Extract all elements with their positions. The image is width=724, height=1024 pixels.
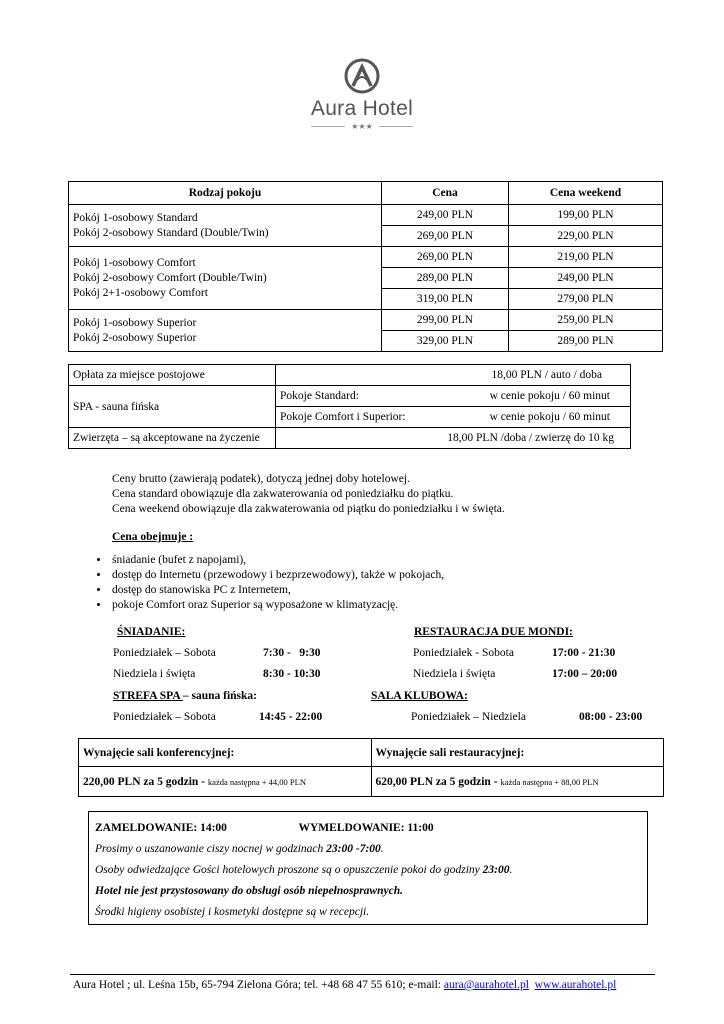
room-name: Pokój 1-osobowy Comfort — [73, 256, 196, 269]
weekend-price-cell: 219,00 PLN — [509, 247, 663, 268]
breakfast-row2-time: 8:30 - 10:30 — [263, 668, 321, 680]
price-cell: 299,00 PLN — [382, 310, 509, 331]
club-hours-label: Poniedziałek – Niedziela — [411, 711, 526, 723]
price-cell: 269,00 PLN — [382, 247, 509, 268]
conference-hall-title: Wynajęcie sali konferencyjnej: — [79, 739, 372, 767]
club-hours-time: 08:00 - 23:00 — [579, 711, 643, 723]
footer — [73, 979, 658, 991]
checkin-times — [95, 818, 641, 839]
parking-value: 18,00 PLN / auto / doba — [276, 365, 631, 386]
weekend-price-cell: 199,00 PLN — [509, 205, 663, 226]
spa-standard-row — [276, 386, 631, 407]
conference-price-extra: każda następna + 44,00 PLN — [207, 776, 306, 787]
weekend-price-cell: 289,00 PLN — [509, 331, 663, 352]
includes-title: Cena obejmuje : — [112, 531, 194, 543]
quiet-hours-text: Prosimy o uszanowanie ciszy nocnej w godzinach — [95, 843, 327, 855]
footer-address: Aura Hotel ; ul. Leśna 15b, 65-794 Zielona Góra; tel. +48 68 47 55 610; e-mail: — [73, 979, 444, 991]
restaurant-price-extra: każda następna + 88,00 PLN — [500, 776, 599, 787]
pets-value: 18,00 PLN /doba / zwierzę do 10 kg — [276, 428, 631, 449]
note-line: Cena standard obowiązuje dla zakwaterowania od poniedziałku do piątku. — [112, 488, 454, 500]
room-name: Pokój 2-osobowy Standard (Double/Twin) — [73, 226, 269, 239]
quiet-hours-line: Prosimy o uszanowanie ciszy nocnej w godzinach 23:00 -7:00. — [95, 843, 384, 855]
restaurant-row1-time: 17:00 - 21:30 — [552, 647, 616, 659]
spa-hours-time: 14:45 - 22:00 — [259, 711, 323, 723]
weekend-price-cell: 259,00 PLN — [509, 310, 663, 331]
includes-list — [88, 553, 444, 613]
conference-price-main: 220,00 PLN za 5 godzin — [83, 775, 199, 788]
quiet-hours-time: 23:00 -7:00 — [326, 843, 381, 855]
visitors-time: 23:00 — [482, 864, 510, 876]
hygiene-line — [95, 902, 641, 923]
breakfast-row2-label: Niedziela i święta — [113, 668, 196, 680]
room-name: Pokój 2+1-osobowy Comfort — [73, 286, 208, 299]
spa-standard-value: w cenie pokoju / 60 minut — [489, 390, 610, 402]
footer-divider — [70, 974, 655, 975]
weekend-price-cell: 229,00 PLN — [509, 226, 663, 247]
weekend-price-cell: 249,00 PLN — [509, 268, 663, 289]
list-item: • śniadanie (bufet z napojami), — [110, 553, 444, 568]
spa-hours-title — [113, 690, 257, 702]
aura-logo-icon — [342, 58, 382, 94]
spa-comfort-label: Pokoje Comfort i Superior: — [280, 411, 406, 423]
hotel-logo — [0, 58, 724, 131]
checkout-time: WYMELDOWANIE: 11:00 — [298, 822, 434, 834]
room-name: Pokój 2-osobowy Superior — [73, 331, 197, 344]
conference-hall-price: 220,00 PLN za 5 godzin - każda następna + 44,00 PLN — [79, 767, 372, 797]
room-price-table — [68, 181, 663, 352]
accessibility-line — [95, 881, 641, 902]
restaurant-hall-title: Wynajęcie sali restauracyjnej: — [371, 739, 664, 767]
price-cell: 319,00 PLN — [382, 289, 509, 310]
header-weekend-price: Cena weekend — [509, 182, 663, 205]
accessibility-text: Hotel nie jest przystosowany do obsługi osób niepełnosprawnych. — [95, 885, 403, 897]
note-line: Cena weekend obowiązuje dla zakwaterowania od piątku do poniedziałku i w święta. — [112, 503, 505, 515]
room-group-standard — [69, 205, 382, 247]
price-cell: 249,00 PLN — [382, 205, 509, 226]
club-title: SALA KLUBOWA: — [371, 690, 468, 702]
hotel-name: Aura Hotel — [310, 97, 414, 120]
header-room-type: Rodzaj pokoju — [69, 182, 382, 205]
restaurant-row1-label: Poniedziałek - Sobota — [413, 647, 514, 659]
room-name: Pokój 1-osobowy Superior — [73, 316, 197, 329]
room-name: Pokój 2-osobowy Comfort (Double/Twin) — [73, 271, 267, 284]
room-group-comfort — [69, 247, 382, 310]
list-item: • dostęp do stanowiska PC z Internetem, — [110, 583, 444, 598]
restaurant-row2-label: Niedziela i święta — [413, 668, 496, 680]
price-cell: 269,00 PLN — [382, 226, 509, 247]
restaurant-row2-time: 17:00 – 20:00 — [552, 668, 618, 680]
room-name: Pokój 1-osobowy Standard — [73, 211, 198, 224]
list-item: • dostęp do Internetu (przewodowy i bezprzewodowy), także w pokojach, — [110, 568, 444, 583]
header-price: Cena — [382, 182, 509, 205]
spa-hours-label: Poniedziałek – Sobota — [113, 711, 216, 723]
spa-hours-title-main: STREFA SPA — [113, 690, 183, 702]
hygiene-text: Środki higieny osobistej i kosmetyki dostępne są w recepcji. — [95, 906, 370, 918]
visitors-text: Osoby odwiedzające Gości hotelowych proszone są o opuszczenie pokoi do godziny — [95, 864, 483, 876]
spa-hours-title-rest: – sauna fińska: — [182, 690, 258, 702]
restaurant-hall-price: 620,00 PLN za 5 godzin - każda następna + 88,00 PLN — [371, 767, 664, 797]
checkin-time: ZAMELDOWANIE: 14:00 — [95, 822, 227, 834]
spa-label: SPA - sauna fińska — [69, 386, 276, 428]
restaurant-title: RESTAURACJA DUE MONDI: — [414, 626, 573, 638]
hotel-stars — [0, 122, 724, 131]
breakfast-title: ŚNIADANIE: — [117, 626, 186, 638]
note-line: Ceny brutto (zawierają podatek), dotyczą jednej doby hotelowej. — [112, 473, 410, 485]
breakfast-row1-time: 7:30 - 9:30 — [263, 647, 321, 659]
footer-email-link[interactable]: aura@aurahotel.pl — [443, 979, 529, 991]
parking-label: Opłata za miejsce postojowe — [69, 365, 276, 386]
spa-comfort-value: w cenie pokoju / 60 minut — [489, 411, 610, 423]
hall-rental-table — [78, 738, 664, 797]
footer-website-link[interactable]: www.aurahotel.pl — [534, 979, 617, 991]
extras-table — [68, 364, 631, 449]
spa-comfort-row — [276, 407, 631, 428]
visitors-line: Osoby odwiedzające Gości hotelowych proszone są o opuszczenie pokoi do godziny 23:00. — [95, 864, 513, 876]
restaurant-price-main: 620,00 PLN za 5 godzin — [375, 775, 491, 788]
price-notes — [112, 472, 505, 517]
list-item: • pokoje Comfort oraz Superior są wyposażone w klimatyzację. — [110, 598, 444, 613]
spa-standard-label: Pokoje Standard: — [280, 390, 359, 402]
price-cell: 329,00 PLN — [382, 331, 509, 352]
stars-text: ★★★ — [351, 122, 373, 131]
price-cell: 289,00 PLN — [382, 268, 509, 289]
weekend-price-cell: 279,00 PLN — [509, 289, 663, 310]
checkin-info-box — [88, 811, 648, 925]
room-group-superior — [69, 310, 382, 352]
pets-label: Zwierzęta – są akceptowane na życzenie — [69, 428, 276, 449]
breakfast-row1-label: Poniedziałek – Sobota — [113, 647, 216, 659]
